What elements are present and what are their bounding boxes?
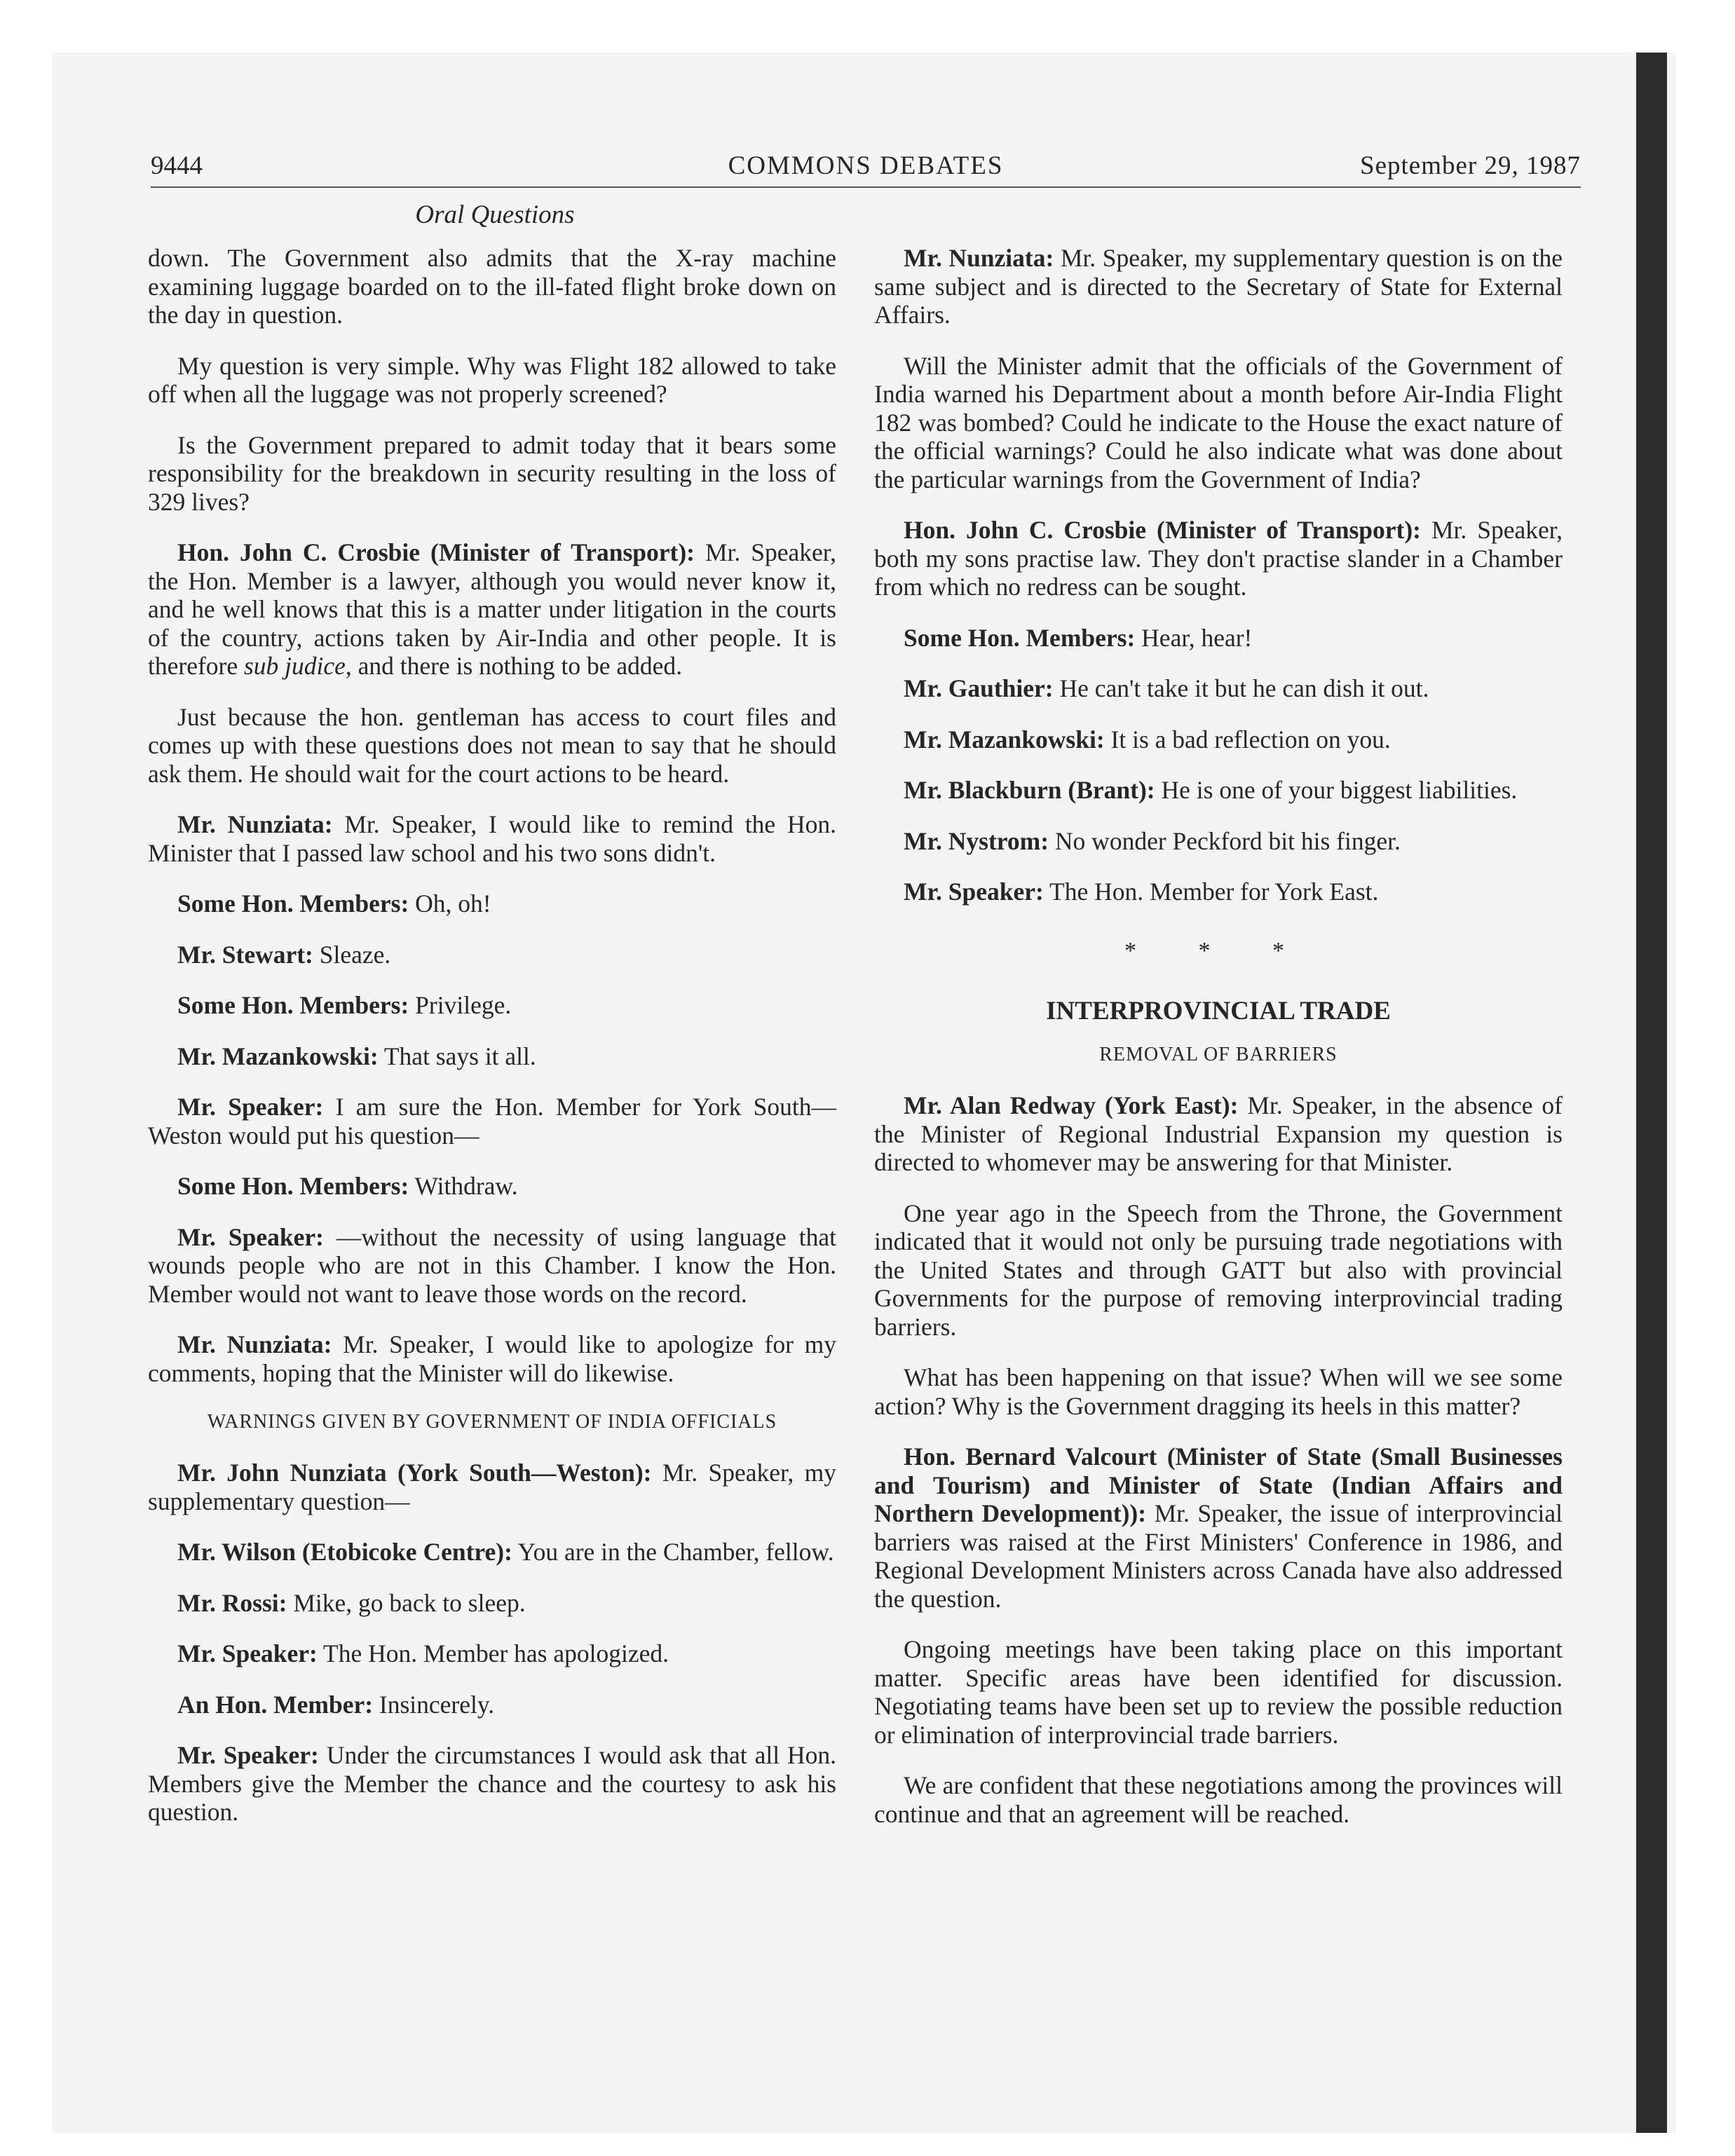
paragraph: Mr. John Nunziata (York South—Weston): Mr. Speaker, my supplementary question— <box>148 1459 836 1515</box>
paragraph: Ongoing meetings have been taking place on this important matter. Specific areas have been identified for discussion. Negotiating teams have been set up to review the possible reduction or elimination of interprovincial trade barriers. <box>874 1635 1563 1749</box>
paragraph: An Hon. Member: Insincerely. <box>177 1690 495 1719</box>
paragraph: Some Hon. Members: Oh, oh! <box>177 889 491 917</box>
speaker-name: Mr. Speaker: <box>177 1093 324 1121</box>
paragraph: Mr. Mazankowski: That says it all. <box>177 1042 536 1070</box>
publication-title: COMMONS DEBATES <box>728 151 1004 180</box>
paragraph: Mr. Speaker: Under the circumstances I would ask that all Hon. Members give the Member the chance and the courtesy to ask his question. <box>148 1741 837 1826</box>
paragraph: Just because the hon. gentleman has access to court files and comes up with these questions does not mean to say that he should ask them. He should wait for the court actions to be heard. <box>148 702 836 788</box>
speaker-name: Mr. Nystrom: <box>904 826 1049 855</box>
speaker-name: Mr. Rossi: <box>177 1588 287 1617</box>
speaker-name: Mr. John Nunziata (York South—Weston): <box>177 1459 652 1487</box>
section-separator: * * * <box>1124 937 1312 964</box>
paragraph: What has been happening on that issue? When will we see some action? Why is the Government dragging its heels in this matter? <box>874 1363 1563 1420</box>
speaker-name: Hon. John C. Crosbie (Minister of Transport): <box>177 538 695 566</box>
italic-term: sub judice <box>243 652 346 680</box>
speaker-name: Mr. Nunziata: <box>904 244 1054 272</box>
paragraph: Mr. Nunziata: Mr. Speaker, I would like to apologize for my comments, hoping that the Minister will do likewise. <box>148 1330 836 1387</box>
paragraph: Mr. Nystrom: No wonder Peckford bit his finger. <box>904 826 1401 855</box>
speaker-name: Mr. Mazankowski: <box>177 1042 379 1070</box>
section-heading: INTERPROVINCIAL TRADE <box>1046 997 1391 1025</box>
left-column <box>148 244 836 1849</box>
speaker-name: Mr. Alan Redway (York East): <box>904 1091 1239 1119</box>
paragraph: Mr. Mazankowski: It is a bad reflection on you. <box>904 725 1391 753</box>
speaker-name: Some Hon. Members: <box>177 889 409 917</box>
paragraph: Will the Minister admit that the officials of the Government of India warned his Department about a month before Air-India Flight 182 was bombed? Could he indicate to the House the exact nature of the official warnings? Could he also indicate what was done about the particular warnings from the Government of India? <box>874 351 1563 493</box>
paragraph: Mr. Speaker: I am sure the Hon. Member for York South—Weston would put his question— <box>148 1093 836 1149</box>
paragraph: Some Hon. Members: Withdraw. <box>177 1172 518 1200</box>
paragraph: Mr. Stewart: Sleaze. <box>177 940 391 969</box>
speaker-name: Some Hon. Members: <box>177 1172 409 1200</box>
speaker-name: Mr. Nunziata: <box>177 810 333 838</box>
paragraph: Mr. Rossi: Mike, go back to sleep. <box>177 1588 526 1617</box>
paragraph: Mr. Nunziata: Mr. Speaker, I would like to remind the Hon. Minister that I passed law school and his two sons didn't. <box>148 810 836 867</box>
scan-edge-bar <box>1636 53 1667 2133</box>
paragraph: Some Hon. Members: Privilege. <box>177 991 512 1019</box>
paragraph: We are confident that these negotiations among the provinces will continue and that an agreement will be reached. <box>874 1771 1563 1828</box>
speaker-name: Mr. Mazankowski: <box>904 725 1105 753</box>
paragraph: Mr. Gauthier: He can't take it but he can dish it out. <box>904 674 1429 702</box>
speaker-name: Some Hon. Members: <box>177 991 409 1019</box>
speaker-name: Some Hon. Members: <box>904 623 1136 652</box>
speaker-name: Mr. Nunziata: <box>177 1330 332 1358</box>
speaker-name: Mr. Speaker: <box>177 1741 319 1769</box>
paragraph: Is the Government prepared to admit today that it bears some responsibility for the breakdown in security resulting in the loss of 329 lives? <box>148 430 836 516</box>
paragraph: Mr. Nunziata: Mr. Speaker, my supplementary question is on the same subject and is directed to the Secretary of State for External Affairs. <box>874 244 1563 329</box>
paragraph: Some Hon. Members: Hear, hear! <box>904 623 1253 652</box>
speaker-name: Mr. Wilson (Etobicoke Centre): <box>177 1538 512 1566</box>
paragraph: Hon. Bernard Valcourt (Minister of State (Small Businesses and Tourism) and Minister of State (Indian Affairs and Northern Development)): Mr. Speaker, the issue of interprovincial barriers was raised at the First Ministers' Conference in 1986, and Regional Development Ministers across Canada have also addressed the question. <box>874 1442 1563 1613</box>
publication-date: September 29, 1987 <box>1360 151 1581 180</box>
subheading: REMOVAL OF BARRIERS <box>1099 1044 1338 1065</box>
right-column <box>874 244 1563 1850</box>
paragraph: Mr. Speaker: —without the necessity of using language that wounds people who are not in this Chamber. I know the Hon. Member would not want to leave those words on the record. <box>148 1222 836 1308</box>
paragraph: Hon. John C. Crosbie (Minister of Transport): Mr. Speaker, both my sons practise law. They don't practise slander in a Chamber from which no redress can be sought. <box>874 516 1563 601</box>
speaker-name: Mr. Gauthier: <box>904 674 1054 702</box>
page-header <box>151 149 1581 188</box>
paragraph: Mr. Speaker: The Hon. Member for York East. <box>904 878 1379 906</box>
speaker-name: Mr. Stewart: <box>177 940 313 969</box>
speaker-name: Mr. Blackburn (Brant): <box>904 776 1155 804</box>
subheading: WARNINGS GIVEN BY GOVERNMENT OF INDIA OFFICIALS <box>207 1411 777 1433</box>
paragraph: down. The Government also admits that the X-ray machine examining luggage boarded on to the ill-fated flight broke down on the day in question. <box>148 244 836 329</box>
paragraph: One year ago in the Speech from the Throne, the Government indicated that it would not only be pursuing trade negotiations with the United States and through GATT but also with provincial Governments for the purpose of removing interprovincial trading barriers. <box>874 1199 1563 1341</box>
speaker-name: Hon. Bernard Valcourt (Minister of State (Small Businesses and Tourism) and Minister of State (Indian Affairs and Northern Development)): <box>874 1442 1563 1527</box>
speaker-name: Mr. Speaker: <box>177 1639 318 1667</box>
speaker-name: Mr. Speaker: <box>904 878 1044 906</box>
paragraph: Mr. Blackburn (Brant): He is one of your biggest liabilities. <box>904 776 1518 804</box>
speaker-name: Hon. John C. Crosbie (Minister of Transport): <box>904 516 1421 544</box>
section-title: Oral Questions <box>415 200 575 229</box>
page-number: 9444 <box>151 151 203 180</box>
paragraph: My question is very simple. Why was Flight 182 allowed to take off when all the luggage was not properly screened? <box>148 351 836 408</box>
speaker-name: Mr. Speaker: <box>177 1222 324 1251</box>
paragraph: Mr. Speaker: The Hon. Member has apologized. <box>177 1639 669 1667</box>
speaker-name: An Hon. Member: <box>177 1690 374 1719</box>
paragraph: Mr. Alan Redway (York East): Mr. Speaker, in the absence of the Minister of Regional Industrial Expansion my question is directed to whomever may be answering for that Minister. <box>874 1091 1563 1176</box>
paragraph: Hon. John C. Crosbie (Minister of Transport): Mr. Speaker, the Hon. Member is a lawyer, although you would never know it, and he well knows that this is a matter under litigation in the courts of the country, actions taken by Air-India and other people. It is therefore sub judice, and there is nothing to be added. <box>148 538 836 680</box>
paragraph: Mr. Wilson (Etobicoke Centre): You are in the Chamber, fellow. <box>177 1538 834 1566</box>
